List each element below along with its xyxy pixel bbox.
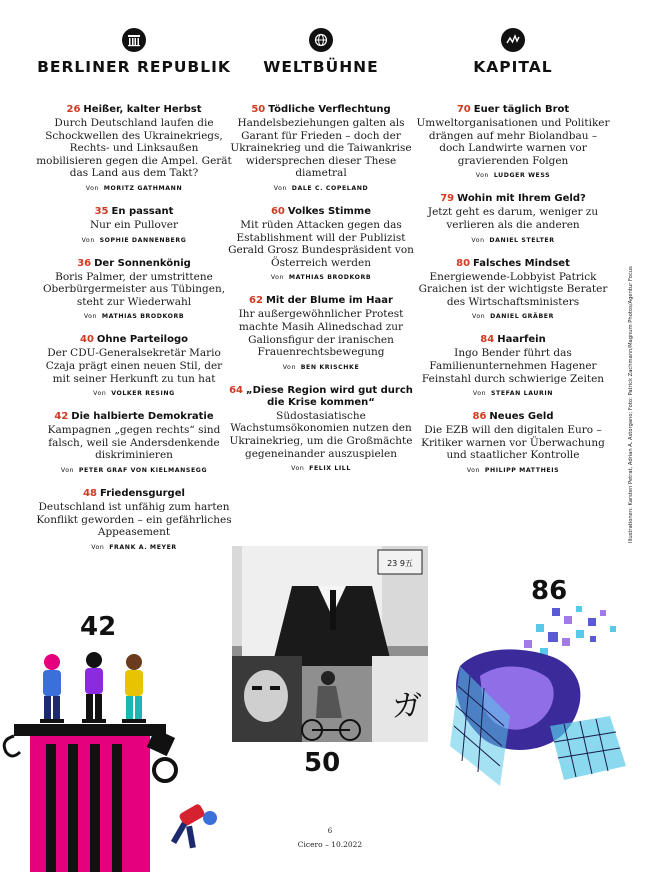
entry-teaser: Durch Deutschland laufen die Schockwellen des Ukrainekriegs, Rechts- und Linksaußen mobilisieren gegen die Ampel. Gerät das Land aus dem Takt? bbox=[36, 117, 232, 180]
by-label: Von bbox=[291, 465, 305, 473]
author-name: FRANK A. MEYER bbox=[109, 543, 177, 551]
entry-author bbox=[223, 465, 419, 472]
brandenburg-gate-icon bbox=[122, 28, 146, 52]
by-label: Von bbox=[472, 313, 486, 321]
photo-sign-text: 23 9五 bbox=[387, 559, 413, 568]
entry-author bbox=[415, 237, 611, 244]
entry-author bbox=[415, 172, 611, 179]
author-name: PETER GRAF VON KIELMANSEGG bbox=[78, 466, 208, 474]
toc-entry[interactable] bbox=[223, 385, 419, 472]
by-label: Von bbox=[93, 390, 107, 398]
chart-zigzag-icon bbox=[501, 28, 525, 52]
author-name: SOPHIE DANNENBERG bbox=[99, 236, 187, 244]
column-capital bbox=[14, 724, 166, 736]
by-label: Von bbox=[273, 184, 287, 192]
entry-author bbox=[415, 313, 611, 320]
entry-title: Falsches Mindset bbox=[473, 257, 570, 269]
by-label: Von bbox=[85, 184, 100, 192]
author-name: DANIEL GRÄBER bbox=[490, 313, 554, 321]
person-figure bbox=[122, 654, 146, 723]
entry-author bbox=[415, 467, 611, 474]
illustration-page-number[interactable]: 86 bbox=[531, 576, 568, 606]
entry-teaser: Mit rüden Attacken gegen das Establishment will der Publizist Gerald Grosz Bundespräsident von Österreich werden bbox=[228, 218, 414, 269]
section-title: BERLINER REPUBLIK bbox=[37, 58, 231, 76]
photo-credit: Illustrationen: Karsten Petrat, Adrian A. Astorgano; Foto: Patrick Zachmann/Magnum Photos/Agentur Focus bbox=[628, 266, 634, 543]
page-number: 6 bbox=[327, 827, 333, 835]
entry-author bbox=[36, 544, 232, 551]
entry-teaser: Umweltorganisationen und Politiker drängen auf mehr Biolandbau – doch Landwirte warnen vor gravierenden Folgen bbox=[416, 117, 610, 167]
toc-entry[interactable] bbox=[36, 488, 232, 551]
entry-author bbox=[36, 390, 232, 397]
entry-title: Tödliche Verflechtung bbox=[268, 104, 391, 115]
entry-page-number: 60 bbox=[270, 205, 285, 217]
by-label: Von bbox=[270, 274, 285, 282]
entry-teaser: Ingo Bender führt das Familienunternehmen Hagener Feinstahl durch schwierige Zeiten bbox=[421, 347, 605, 385]
author-name: VOLKER RESING bbox=[111, 390, 175, 398]
entry-title: Neues Geld bbox=[489, 411, 554, 423]
section-berliner-republik bbox=[36, 28, 232, 565]
globe-icon bbox=[309, 28, 333, 52]
author-name: BEN KRISCHKE bbox=[300, 363, 360, 371]
svg-text:ガ: ガ bbox=[392, 689, 422, 724]
toc-entry[interactable] bbox=[36, 411, 232, 474]
digital-euro-illustration[interactable] bbox=[440, 596, 640, 800]
entry-title: Heißer, kalter Herbst bbox=[83, 104, 202, 115]
by-label: Von bbox=[282, 363, 296, 371]
toc-entry[interactable] bbox=[415, 258, 611, 321]
entry-author bbox=[36, 313, 232, 320]
entry-teaser: Nur ein Pullover bbox=[89, 218, 178, 231]
entry-author bbox=[223, 185, 419, 192]
entry-page-number: 50 bbox=[251, 104, 266, 115]
section-kapital bbox=[415, 28, 611, 488]
author-name: LUDGER WESS bbox=[493, 172, 551, 180]
illustration-page-number[interactable]: 50 bbox=[304, 748, 341, 778]
entry-teaser: Südostasiatische Wachstumsökonomien nutzen den Ukrainekrieg, um die Großmächte gegeneinander auszuspielen bbox=[229, 409, 413, 460]
author-name: DANIEL STELTER bbox=[489, 236, 555, 244]
entry-title: Friedensgurgel bbox=[100, 487, 185, 499]
by-label: Von bbox=[91, 543, 105, 551]
author-name: MORITZ GATHMANN bbox=[103, 184, 183, 192]
entry-title: Volkes Stimme bbox=[287, 205, 372, 217]
person-figure bbox=[82, 652, 106, 723]
toc-entry[interactable] bbox=[36, 206, 232, 244]
entry-page-number: 48 bbox=[83, 487, 97, 499]
entry-title: Die halbierte Demokratie bbox=[71, 411, 214, 423]
toc-entry[interactable] bbox=[415, 104, 611, 179]
entry-teaser: Die EZB will den digitalen Euro – Kritiker warnen vor Überwachung und staatlicher Kontrolle bbox=[421, 424, 605, 462]
author-name: MATHIAS BRODKORB bbox=[288, 274, 372, 282]
entry-page-number: 64 bbox=[229, 384, 244, 396]
section-title: WELTBÜHNE bbox=[263, 58, 379, 76]
entry-title: En passant bbox=[111, 205, 174, 217]
entry-page-number: 42 bbox=[54, 411, 69, 423]
entry-author bbox=[223, 364, 419, 371]
entry-author bbox=[36, 237, 232, 244]
entry-author bbox=[36, 467, 232, 474]
author-name: PHILIPP MATTHEIS bbox=[484, 466, 560, 474]
entry-teaser: Boris Palmer, der umstrittene Oberbürgermeister aus Tübingen, steht zur Wiederwahl bbox=[42, 270, 226, 308]
entry-page-number: 84 bbox=[480, 334, 495, 346]
street-photo[interactable] bbox=[232, 546, 428, 742]
entry-page-number: 40 bbox=[80, 334, 94, 346]
entry-page-number: 35 bbox=[94, 205, 109, 217]
by-label: Von bbox=[60, 466, 75, 474]
entry-page-number: 36 bbox=[77, 257, 92, 269]
toc-entry[interactable] bbox=[36, 104, 232, 192]
by-label: Von bbox=[81, 236, 95, 244]
section-title: KAPITAL bbox=[473, 58, 553, 76]
entry-page-number: 79 bbox=[440, 193, 455, 205]
entry-teaser: Energiewende-Lobbyist Patrick Graichen ist der wichtigste Berater des Wirtschaftsministers bbox=[418, 270, 608, 308]
entry-teaser: Handelsbeziehungen galten als Garant für Frieden – doch der Ukrainekrieg und die Taiwankrise widersprechen dieser These diametral bbox=[230, 117, 412, 180]
column-illustration[interactable] bbox=[0, 640, 225, 872]
entry-teaser: Der CDU-Generalsekretär Mario Czaja prägt einen neuen Stil, der mit seiner Herkunft zu tun hat bbox=[45, 347, 223, 385]
magazine-issue: Cicero – 10.2022 bbox=[297, 840, 363, 849]
toc-entry[interactable] bbox=[223, 206, 419, 281]
illustration-page-number[interactable]: 42 bbox=[80, 612, 117, 642]
entry-title: Euer täglich Brot bbox=[473, 104, 570, 115]
by-label: Von bbox=[471, 236, 485, 244]
author-name: MATHIAS BRODKORB bbox=[101, 313, 185, 321]
entry-title: Haarfein bbox=[497, 334, 546, 346]
toc-entry[interactable] bbox=[223, 104, 419, 192]
author-name: DALE C. COPELAND bbox=[291, 184, 369, 192]
entry-page-number: 62 bbox=[249, 295, 263, 307]
entry-author bbox=[415, 390, 611, 397]
entry-author bbox=[223, 274, 419, 281]
entry-teaser: Jetzt geht es darum, weniger zu verlieren als die anderen bbox=[427, 206, 599, 231]
entry-title: „Diese Region wird gut durch die Krise kommen“ bbox=[246, 384, 413, 408]
entry-teaser: Deutschland ist unfähig zum harten Konflikt geworden – ein gefährliches Appeasement bbox=[36, 500, 232, 539]
entry-page-number: 70 bbox=[456, 104, 471, 115]
toc-entry[interactable] bbox=[415, 334, 611, 397]
by-label: Von bbox=[466, 466, 481, 474]
entry-page-number: 86 bbox=[472, 411, 487, 423]
entry-title: Der Sonnenkönig bbox=[94, 257, 191, 269]
toc-entry[interactable] bbox=[36, 258, 232, 321]
author-name: STEFAN LAURIN bbox=[490, 390, 554, 398]
by-label: Von bbox=[472, 390, 487, 398]
entry-page-number: 80 bbox=[456, 257, 471, 269]
author-name: FELIX LILL bbox=[309, 465, 351, 473]
entry-teaser: Ihr außergewöhnlicher Protest machte Masih Alinedschad zur Galionsfigur der iranischen Frauenrechtsbewegung bbox=[238, 308, 404, 359]
toc-entry[interactable] bbox=[223, 295, 419, 370]
toc-entry[interactable] bbox=[415, 411, 611, 474]
by-label: Von bbox=[83, 313, 98, 321]
entry-title: Wohin mit Ihrem Geld? bbox=[457, 193, 586, 205]
entry-author bbox=[36, 185, 232, 192]
entry-page-number: 26 bbox=[66, 104, 81, 115]
entry-teaser: Kampagnen „gegen rechts“ sind falsch, weil sie Andersdenkende diskriminieren bbox=[47, 424, 221, 462]
toc-entry[interactable] bbox=[36, 334, 232, 397]
section-weltbuehne bbox=[223, 28, 419, 486]
by-label: Von bbox=[475, 172, 490, 180]
entry-title: Mit der Blume im Haar bbox=[265, 295, 393, 307]
person-figure bbox=[40, 654, 64, 723]
entry-title: Ohne Parteilogo bbox=[96, 334, 188, 346]
toc-entry[interactable] bbox=[415, 193, 611, 243]
